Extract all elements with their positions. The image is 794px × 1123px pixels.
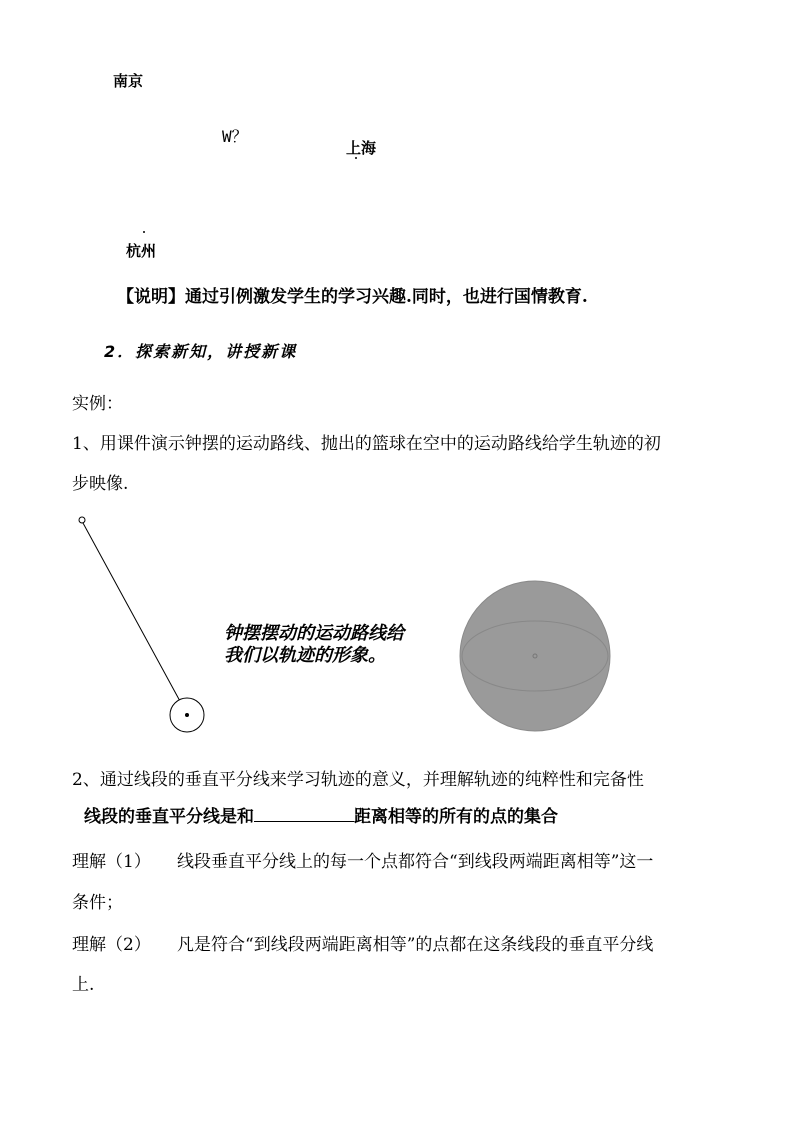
definition-after: 距离相等的所有的点的集合 xyxy=(354,807,558,827)
understand2-text: 凡是符合“到线段两端距离相等”的点都在这条线段的垂直平分线 xyxy=(177,935,654,955)
pendulum-bob-center-icon xyxy=(185,713,189,717)
pendulum-string xyxy=(83,523,187,714)
city-label-shanghai: 上海 xyxy=(346,139,377,157)
hangzhou-dot-icon xyxy=(143,231,145,233)
note-text: 【说明】通过引例激发学生的学习兴趣.同时，也进行国情教育. xyxy=(117,287,588,307)
item1-text-cont: 步映像. xyxy=(72,474,129,494)
figure-caption-line2: 我们以轨迹的形象。 xyxy=(224,645,386,666)
understand1-label: 理解（1） xyxy=(72,852,151,872)
understand2-cont: 上. xyxy=(72,975,95,995)
definition-before: 线段的垂直平分线是和 xyxy=(84,807,254,827)
definition-blank[interactable] xyxy=(254,807,354,822)
section-heading: 2．探索新知，讲授新课 xyxy=(104,342,298,361)
pendulum-figure xyxy=(60,505,230,745)
city-label-nanjing: 南京 xyxy=(113,72,144,90)
basketball-figure xyxy=(455,580,615,740)
item1-text: 1、用课件演示钟摆的运动路线、抛出的篮球在空中的运动路线给学生轨迹的初 xyxy=(72,434,661,454)
understand2-label: 理解（2） xyxy=(72,935,151,955)
ball-sphere-icon xyxy=(460,581,610,731)
definition-line xyxy=(84,802,558,827)
shanghai-dot-icon xyxy=(355,157,357,159)
understand1-text: 线段垂直平分线上的每一个点都符合“到线段两端距离相等”这一 xyxy=(177,852,654,872)
city-label-hangzhou: 杭州 xyxy=(126,242,157,260)
pendulum-pivot-icon xyxy=(79,517,85,523)
item2-text: 2、通过线段的垂直平分线来学习轨迹的意义，并理解轨迹的纯粹性和完备性 xyxy=(72,770,644,790)
city-label-w: W？ xyxy=(222,127,248,146)
example-label: 实例： xyxy=(72,394,123,414)
figure-caption-line1: 钟摆摆动的运动路线给 xyxy=(224,623,404,644)
understand1-cont: 条件； xyxy=(72,893,123,913)
